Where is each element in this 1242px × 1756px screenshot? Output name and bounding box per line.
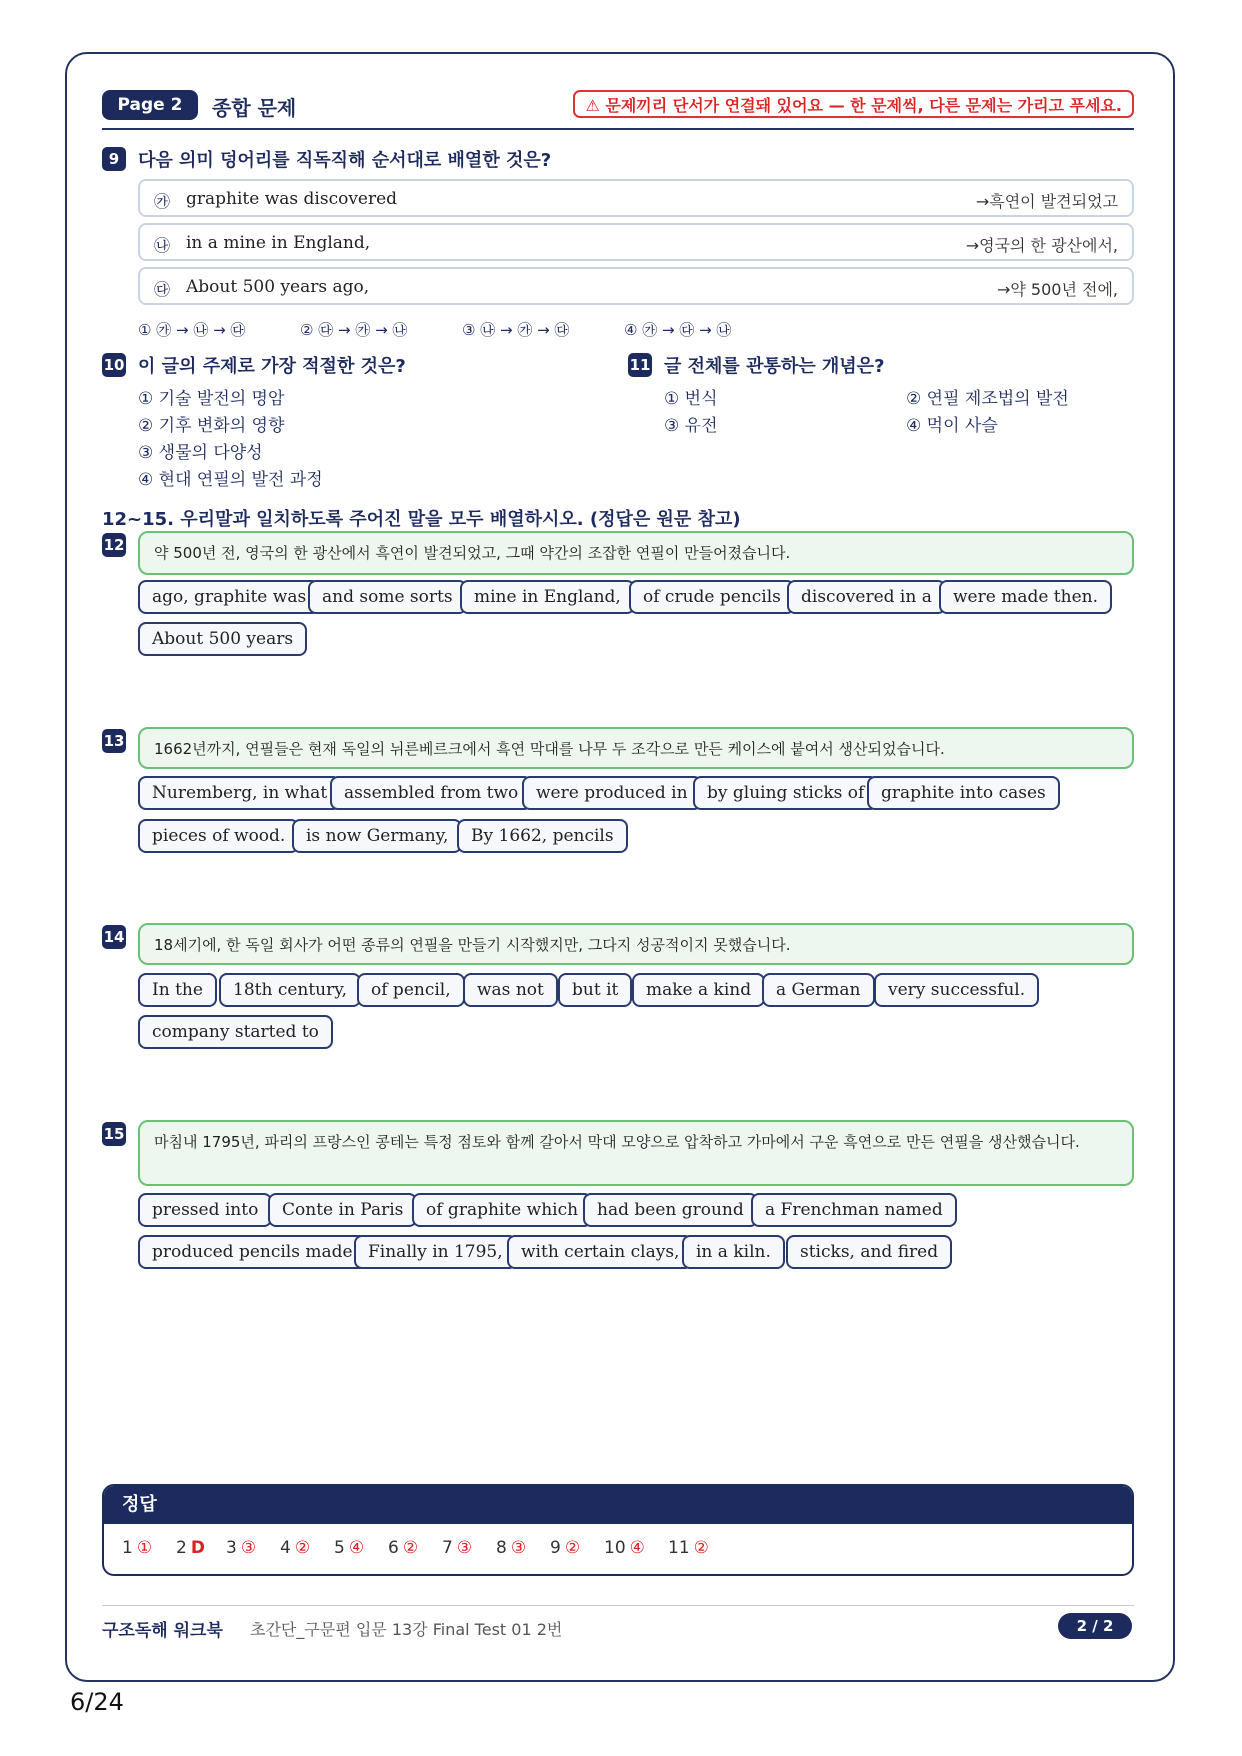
chunk-english: About 500 years ago, xyxy=(186,277,370,297)
question-number: 14 xyxy=(102,925,126,949)
page-title: 종합 문제 xyxy=(212,96,297,120)
answer-item: 4 ② xyxy=(280,1538,311,1558)
chunk-row xyxy=(138,223,1134,261)
answer-key-row xyxy=(104,1524,1132,1576)
word-tile[interactable]: In the xyxy=(138,973,217,1007)
word-tile[interactable]: Conte in Paris xyxy=(268,1193,417,1227)
korean-prompt: 마침내 1795년, 파리의 프랑스인 콩테는 특정 점토와 함께 갈아서 막대 모양으로 압착하고 가마에서 구운 흑연으로 만든 연필을 생산했습니다. xyxy=(138,1120,1134,1186)
word-tile[interactable]: a Frenchman named xyxy=(751,1193,957,1227)
answer-option[interactable]: ③ 유전 xyxy=(664,416,718,436)
answer-key-title: 정답 xyxy=(104,1486,1132,1524)
chunk-row xyxy=(138,179,1134,217)
chunk-english: in a mine in England, xyxy=(186,233,371,253)
section-title: 12~15. 우리말과 일치하도록 주어진 말을 모두 배열하시오. (정답은 원문 참고) xyxy=(102,509,741,530)
answer-item: 11 ② xyxy=(668,1538,709,1558)
chunk-korean: →흑연이 발견되었고 xyxy=(975,192,1118,211)
word-tile[interactable]: of graphite which xyxy=(412,1193,592,1227)
chunk-korean: →영국의 한 광산에서, xyxy=(965,236,1118,255)
answer-option[interactable]: ① 번식 xyxy=(664,389,718,409)
answer-item: 8 ③ xyxy=(496,1538,527,1558)
question-number: 13 xyxy=(102,729,126,753)
word-tile[interactable]: Nuremberg, in what xyxy=(138,776,341,810)
word-tile[interactable]: was not xyxy=(463,973,558,1007)
word-tile[interactable]: by gluing sticks of xyxy=(693,776,878,810)
word-tile[interactable]: but it xyxy=(558,973,632,1007)
korean-prompt: 1662년까지, 연필들은 현재 독일의 뉘른베르크에서 흑연 막대를 나무 두 조각으로 만든 케이스에 붙여서 생산되었습니다. xyxy=(138,727,1134,769)
answer-item: 9 ② xyxy=(550,1538,581,1558)
word-tile[interactable]: assembled from two xyxy=(330,776,532,810)
answer-item: 1 ① xyxy=(122,1538,153,1558)
answer-option[interactable]: ② 기후 변화의 영향 xyxy=(138,416,285,436)
word-tile[interactable]: About 500 years xyxy=(138,622,307,656)
answer-option[interactable]: ③ 생물의 다양성 xyxy=(138,443,263,463)
word-tile[interactable]: and some sorts xyxy=(308,580,467,614)
question-number: 9 xyxy=(102,147,126,171)
word-tile[interactable]: had been ground xyxy=(583,1193,758,1227)
answer-item: 10 ④ xyxy=(604,1538,645,1558)
page-header xyxy=(102,90,1134,130)
word-tile[interactable]: sticks, and fired xyxy=(786,1235,952,1269)
korean-prompt: 약 500년 전, 영국의 한 광산에서 흑연이 발견되었고, 그때 약간의 조잡한 연필이 만들어졌습니다. xyxy=(138,531,1134,575)
word-tile[interactable]: with certain clays, xyxy=(507,1235,693,1269)
chunk-marker: ㉯ xyxy=(154,236,171,255)
question-number: 11 xyxy=(628,353,652,377)
chunk-english: graphite was discovered xyxy=(186,189,398,209)
word-tile[interactable]: pieces of wood. xyxy=(138,819,299,853)
word-tile[interactable]: of crude pencils xyxy=(629,580,795,614)
answer-option[interactable]: ③ ㉯ → ㉮ → ㉰ xyxy=(462,321,570,339)
word-tile[interactable]: Finally in 1795, xyxy=(354,1235,517,1269)
word-tile[interactable]: discovered in a xyxy=(787,580,946,614)
word-tile[interactable]: graphite into cases xyxy=(867,776,1060,810)
warning-banner: ⚠ 문제끼리 단서가 연결돼 있어요 — 한 문제씩, 다른 문제는 가리고 푸세요. xyxy=(573,90,1134,118)
word-tile[interactable]: is now Germany, xyxy=(292,819,462,853)
word-tile[interactable]: a German xyxy=(762,973,875,1007)
chunk-korean: →약 500년 전에, xyxy=(996,280,1118,299)
word-tile[interactable]: By 1662, pencils xyxy=(457,819,628,853)
word-tile[interactable]: company started to xyxy=(138,1015,333,1049)
chunk-marker: ㉮ xyxy=(154,192,171,211)
question-text: 다음 의미 덩어리를 직독직해 순서대로 배열한 것은? xyxy=(138,150,552,171)
word-tile[interactable]: were made then. xyxy=(939,580,1112,614)
answer-option[interactable]: ② ㉰ → ㉮ → ㉯ xyxy=(300,321,408,339)
question-number: 15 xyxy=(102,1122,126,1146)
chunk-row xyxy=(138,267,1134,305)
page-badge: Page 2 xyxy=(102,90,198,120)
answer-item: 5 ④ xyxy=(334,1538,365,1558)
question-number: 12 xyxy=(102,533,126,557)
answer-item: 2 D xyxy=(176,1538,205,1558)
answer-option[interactable]: ④ 먹이 사슬 xyxy=(906,416,998,436)
answer-item: 3 ③ xyxy=(226,1538,257,1558)
word-tile[interactable]: 18th century, xyxy=(219,973,361,1007)
answer-option[interactable]: ① 기술 발전의 명암 xyxy=(138,389,285,409)
footer-book-title: 구조독해 워크북 xyxy=(102,1621,223,1641)
word-tile[interactable]: in a kiln. xyxy=(682,1235,785,1269)
question-number: 10 xyxy=(102,353,126,377)
word-tile[interactable]: produced pencils made xyxy=(138,1235,367,1269)
word-tile[interactable]: ago, graphite was xyxy=(138,580,320,614)
footer-page-badge: 2 / 2 xyxy=(1058,1613,1132,1639)
answer-option[interactable]: ② 연필 제조법의 발전 xyxy=(906,389,1069,409)
question-text: 글 전체를 관통하는 개념은? xyxy=(664,356,885,377)
answer-item: 6 ② xyxy=(388,1538,419,1558)
word-tile[interactable]: pressed into xyxy=(138,1193,272,1227)
word-tile[interactable]: mine in England, xyxy=(460,580,635,614)
page-counter: 6/24 xyxy=(70,1688,124,1716)
word-tile[interactable]: of pencil, xyxy=(357,973,465,1007)
word-tile[interactable]: were produced in xyxy=(522,776,702,810)
question-text: 이 글의 주제로 가장 적절한 것은? xyxy=(138,356,406,377)
footer-description: 초간단_구문편 입문 13강 Final Test 01 2번 xyxy=(250,1620,563,1639)
answer-item: 7 ③ xyxy=(442,1538,473,1558)
chunk-marker: ㉰ xyxy=(154,280,171,299)
word-tile[interactable]: very successful. xyxy=(874,973,1039,1007)
word-tile[interactable]: make a kind xyxy=(632,973,765,1007)
answer-option[interactable]: ④ 현대 연필의 발전 과정 xyxy=(138,470,323,490)
footer-divider xyxy=(102,1605,1134,1606)
answer-option[interactable]: ① ㉮ → ㉯ → ㉰ xyxy=(138,321,246,339)
answer-key xyxy=(102,1484,1134,1576)
answer-option[interactable]: ④ ㉮ → ㉰ → ㉯ xyxy=(624,321,732,339)
korean-prompt: 18세기에, 한 독일 회사가 어떤 종류의 연필을 만들기 시작했지만, 그다지 성공적이지 못했습니다. xyxy=(138,923,1134,965)
